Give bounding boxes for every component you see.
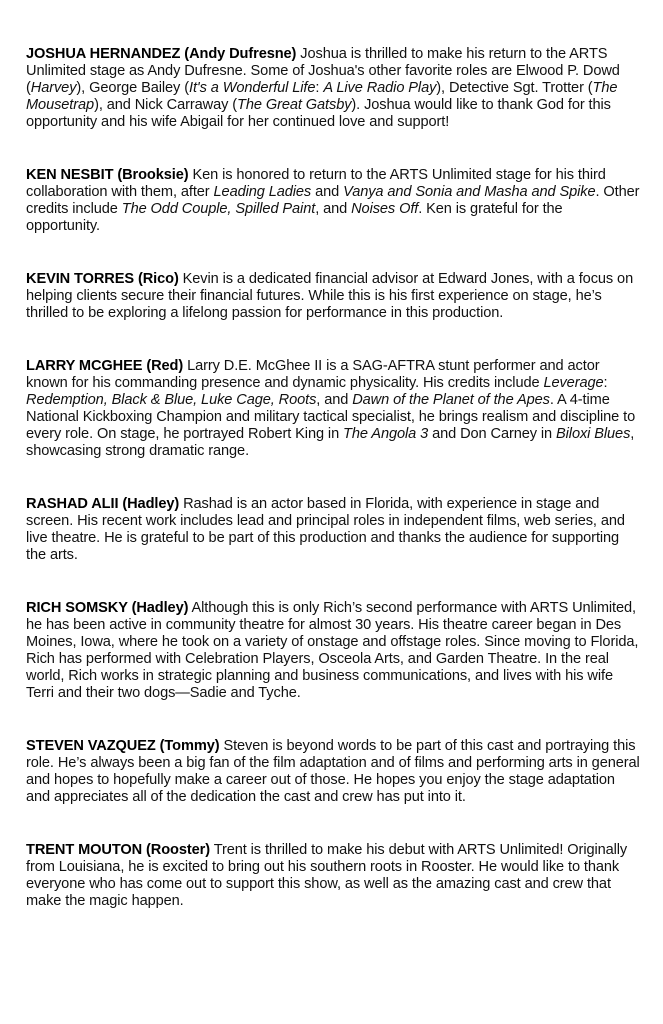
cast-member-name: LARRY MCGHEE (Red) — [26, 358, 184, 374]
bio-text: and Don Carney in — [428, 426, 557, 442]
bio-text: . Ken is grateful for the opportunity. — [26, 201, 563, 234]
production-title: Harvey — [30, 80, 77, 96]
cast-bio — [26, 738, 640, 806]
production-title: Biloxi Blues — [556, 426, 631, 442]
production-title: The Angola 3 — [343, 426, 429, 442]
production-title: Leverage — [543, 375, 604, 391]
bio-text: , showcasing strong dramatic range. — [26, 426, 635, 459]
production-title: The Odd Couple, Spilled Paint — [121, 201, 316, 217]
cast-bio — [26, 496, 640, 564]
bio-text: : — [603, 375, 608, 391]
cast-bio — [26, 358, 640, 460]
bio-text: Ken is honored to return to the ARTS Unlimited stage for his third collaboration with them, after — [26, 167, 606, 200]
bio-text: Kevin is a dedicated financial advisor at Edward Jones, with a focus on helping clients secure their financial futures. While this is his first experience on stage, he’s thrilled to be exploring a lifelong passion for performance in this production. — [26, 271, 634, 321]
cast-bio — [26, 167, 640, 235]
production-title: The Mousetrap — [26, 80, 618, 113]
cast-member-name: STEVEN VAZQUEZ (Tommy) — [26, 738, 220, 754]
cast-bio — [26, 271, 640, 322]
cast-member-name: RICH SOMSKY (Hadley) — [26, 600, 189, 616]
bio-text: , and — [316, 392, 353, 408]
production-title: Redemption, Black & Blue, Luke Cage, Roots — [26, 392, 317, 408]
cast-member-name: RASHAD ALII (Hadley) — [26, 496, 180, 512]
bio-text: . A 4-time National Kickboxing Champion and military tactical specialist, he brings realism and discipline to every role. On stage, he portrayed Robert King in — [26, 392, 636, 442]
cast-bios — [26, 46, 640, 946]
bio-text: Rashad is an actor based in Florida, with experience in stage and screen. His recent work includes lead and principal roles in independent films, web series, and live theatre. He is grateful to be part of this production and thanks the audience for supporting the arts. — [26, 496, 625, 563]
cast-bio — [26, 842, 640, 910]
bio-text: : — [315, 80, 324, 96]
bio-text: Joshua is thrilled to make his return to the ARTS Unlimited stage as Andy Dufresne. Some of Joshua's other favorite roles are Elwood P. Dowd ( — [26, 46, 620, 96]
cast-bio — [26, 600, 640, 702]
production-title: The Great Gatsby — [237, 97, 352, 113]
bio-text: , and — [315, 201, 352, 217]
cast-member-name: KEVIN TORRES (Rico) — [26, 271, 179, 287]
production-title: Leading Ladies — [213, 184, 312, 200]
bio-text: and — [311, 184, 344, 200]
cast-member-name: KEN NESBIT (Brooksie) — [26, 167, 189, 183]
bio-text: Steven is beyond words to be part of this cast and portraying this role. He’s always been a big fan of the film adaptation and of films and performing arts in general and hopes to hopefully make a career out of those. He hopes you enjoy the stage adaptation and appreciates all of the dedication the cast and crew has put into it. — [26, 738, 640, 805]
bio-text: ). Joshua would like to thank God for this opportunity and his wife Abigail for her continued love and support! — [26, 97, 611, 130]
production-title: A Live Radio Play — [323, 80, 437, 96]
bio-text: Larry D.E. McGhee II is a SAG-AFTRA stunt performer and actor known for his commanding presence and dynamic physicality. His credits include — [26, 358, 600, 391]
bio-text: ), George Bailey ( — [76, 80, 189, 96]
cast-member-name: JOSHUA HERNANDEZ (Andy Dufresne) — [26, 46, 297, 62]
bio-text: ), Detective Sgt. Trotter ( — [436, 80, 593, 96]
cast-member-name: TRENT MOUTON (Rooster) — [26, 842, 210, 858]
bio-text: Trent is thrilled to make his debut with ARTS Unlimited! Originally from Louisiana, he is excited to bring out his southern roots in Rooster. He would like to thank everyone who has come out to support this show, as well as the amazing cast and crew that make the magic happen. — [26, 842, 628, 909]
production-title: Dawn of the Planet of the Apes — [352, 392, 550, 408]
production-title: It's a Wonderful Life — [188, 80, 316, 96]
bio-text: Although this is only Rich’s second performance with ARTS Unlimited, he has been active in community theatre for almost 30 years. His theatre career began in Des Moines, Iowa, where he took on a variety of onstage and offstage roles. Since moving to Florida, Rich has performed with Celebration Players, Osceola Arts, and Garden Theatre. In the real world, Rich works in strategic planning and business communications, and lives with his wife Terri and their two dogs—Sadie and Tyche. — [26, 600, 639, 701]
bio-text: ), and Nick Carraway ( — [94, 97, 238, 113]
bio-text: . Other credits include — [26, 184, 640, 217]
production-title: Vanya and Sonia and Masha and Spike — [343, 184, 596, 200]
production-title: Noises Off — [351, 201, 419, 217]
cast-bio — [26, 46, 640, 131]
